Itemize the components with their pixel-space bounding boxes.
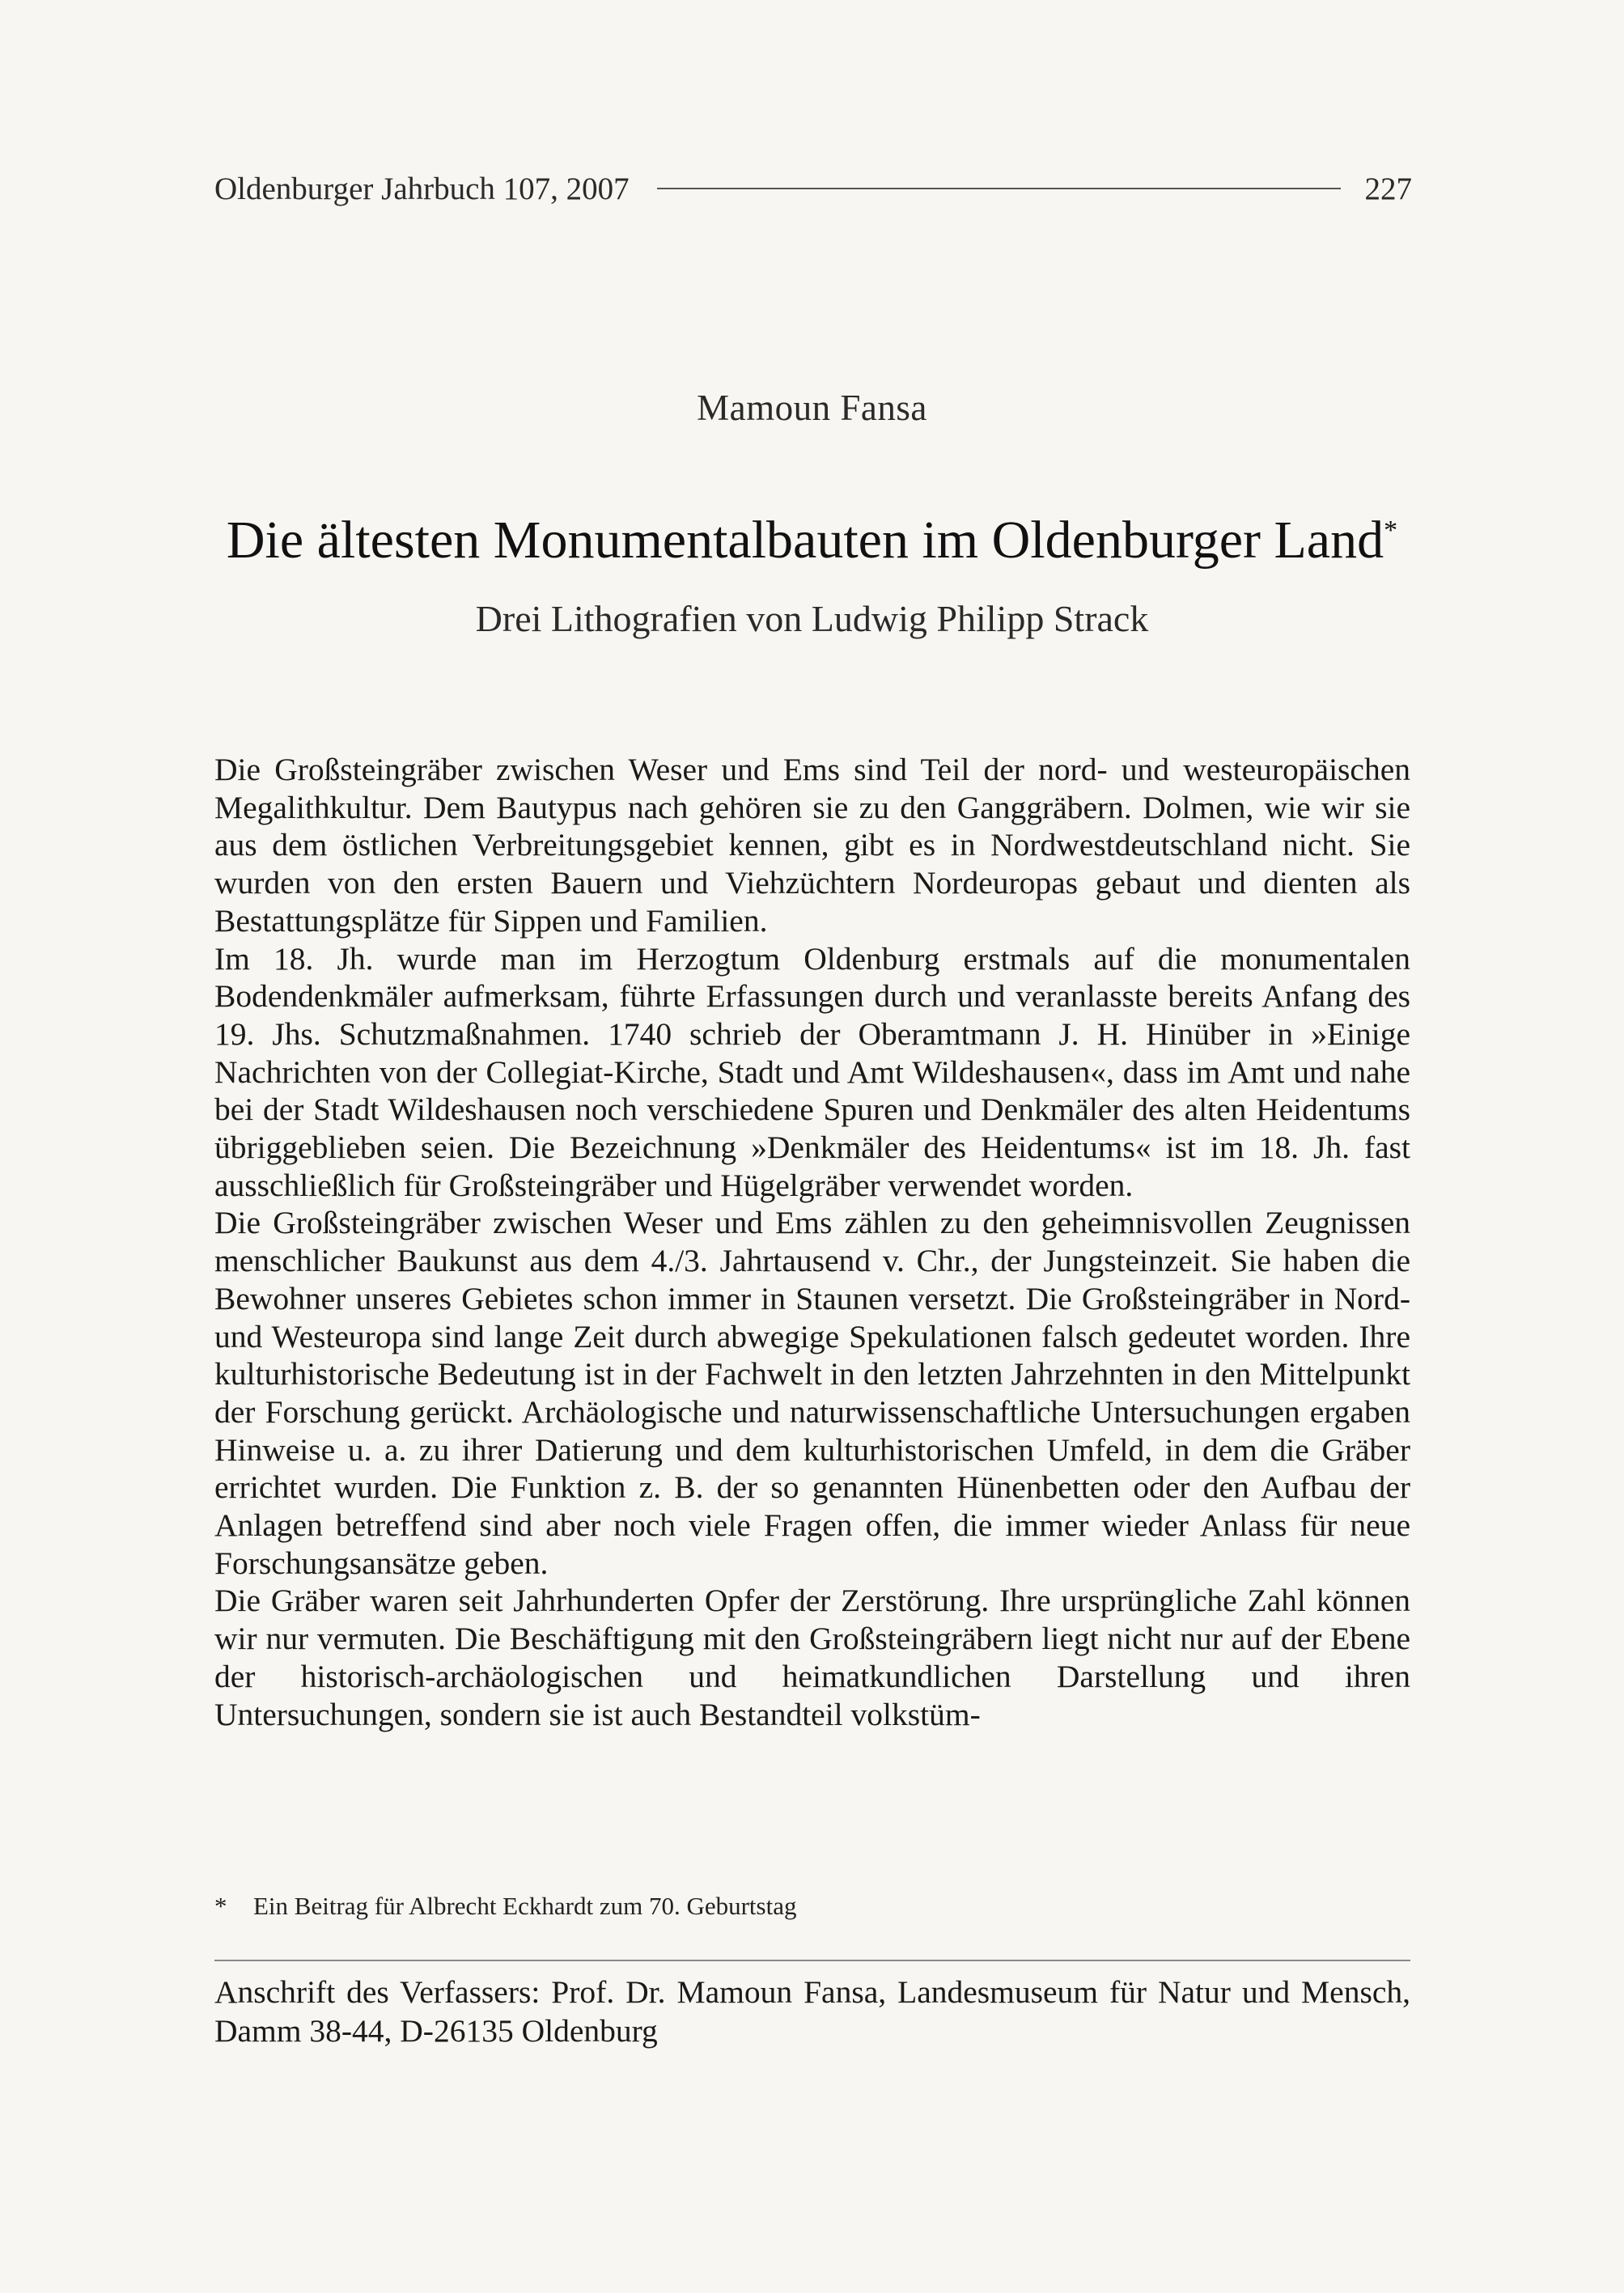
paragraph: Die Gräber waren seit Jahrhunderten Opfer der Zerstörung. Ihre ursprüngliche Zahl können wir nur vermuten. Die Beschäftigung mit den Großsteingräbern liegt nicht nur auf der Ebene der historisch-archäologischen und heimatkundlichen Darstellung und ihren Untersuchungen, sondern sie ist auch Bestandteil volkstüm- (214, 1583, 1410, 1732)
footnote (214, 1892, 1410, 1921)
paragraph: Im 18. Jh. wurde man im Herzogtum Oldenburg erstmals auf die monumentalen Bodendenkmäler aufmerksam, führte Erfassungen durch und veranlasste bereits Anfang des 19. Jhs. Schutzmaßnahmen. 1740 schrieb der Oberamtmann J. H. Hinüber in »Einige Nachrichten von der Collegiat-Kirche, Stadt und Amt Wildeshausen«, dass im Amt und nahe bei der Stadt Wildeshausen noch verschiedene Spuren und Denkmäler des alten Heidentums übriggeblieben seien. Die Bezeichnung »Denkmäler des Heidentums« ist im 18. Jh. fast ausschließlich für Großsteingräber und Hügelgräber verwendet worden. (214, 940, 1410, 1203)
article-title-text: Die ältesten Monumentalbauten im Oldenburger Land (226, 511, 1384, 570)
footnote-text: Ein Beitrag für Albrecht Eckhardt zum 70. Geburtstag (253, 1892, 797, 1920)
footnote-mark: * (214, 1892, 227, 1920)
running-header (214, 168, 1412, 209)
address-divider (214, 1960, 1410, 1961)
body-text (214, 751, 1410, 1733)
author-address: Anschrift des Verfassers: Prof. Dr. Mamoun Fansa, Landesmuseum für Natur und Mensch, Damm 38-44, D-26135 Oldenburg (214, 1974, 1410, 2049)
article-subtitle: Drei Lithografien von Ludwig Philipp Strack (475, 598, 1149, 639)
author-name: Mamoun Fansa (697, 388, 927, 428)
article-title (0, 510, 1624, 571)
page-number: 227 (1364, 171, 1412, 206)
header-rule (657, 188, 1341, 189)
journal-title: Oldenburger Jahrbuch 107, 2007 (214, 171, 630, 206)
paragraph: Die Großsteingräber zwischen Weser und Ems zählen zu den geheimnisvollen Zeugnissen menschlicher Baukunst aus dem 4./3. Jahrtausend v. Chr., der Jungsteinzeit. Sie haben die Bewohner unseres Gebietes schon immer in Staunen versetzt. Die Großsteingräber in Nord- und Westeuropa sind lange Zeit durch abwegige Spekulationen falsch gedeutet worden. Ihre kulturhistorische Bedeutung ist in der Fachwelt in den letzten Jahrzehnten in den Mittelpunkt der Forschung gerückt. Archäologische und naturwissenschaftliche Untersuchungen ergaben Hinweise u. a. zu ihrer Datierung und dem kulturhistorischen Umfeld, in dem die Gräber errichtet wurden. Die Funktion z. B. der so genannten Hünenbetten oder den Aufbau der Anlagen betreffend sind aber noch viele Fragen offen, die immer wieder Anlass für neue Forschungsansätze geben. (214, 1205, 1410, 1581)
paragraph: Die Großsteingräber zwischen Weser und Ems sind Teil der nord- und westeuropäischen Megalithkultur. Dem Bautypus nach gehören sie zu den Ganggräbern. Dolmen, wie wir sie aus dem östlichen Verbreitungsgebiet kennen, gibt es in Nordwestdeutschland nicht. Sie wurden von den ersten Bauern und Viehzüchtern Nordeuropas gebaut und dienten als Bestattungsplätze für Sippen und Familien. (214, 752, 1410, 939)
title-footnote-mark: * (1384, 515, 1398, 545)
